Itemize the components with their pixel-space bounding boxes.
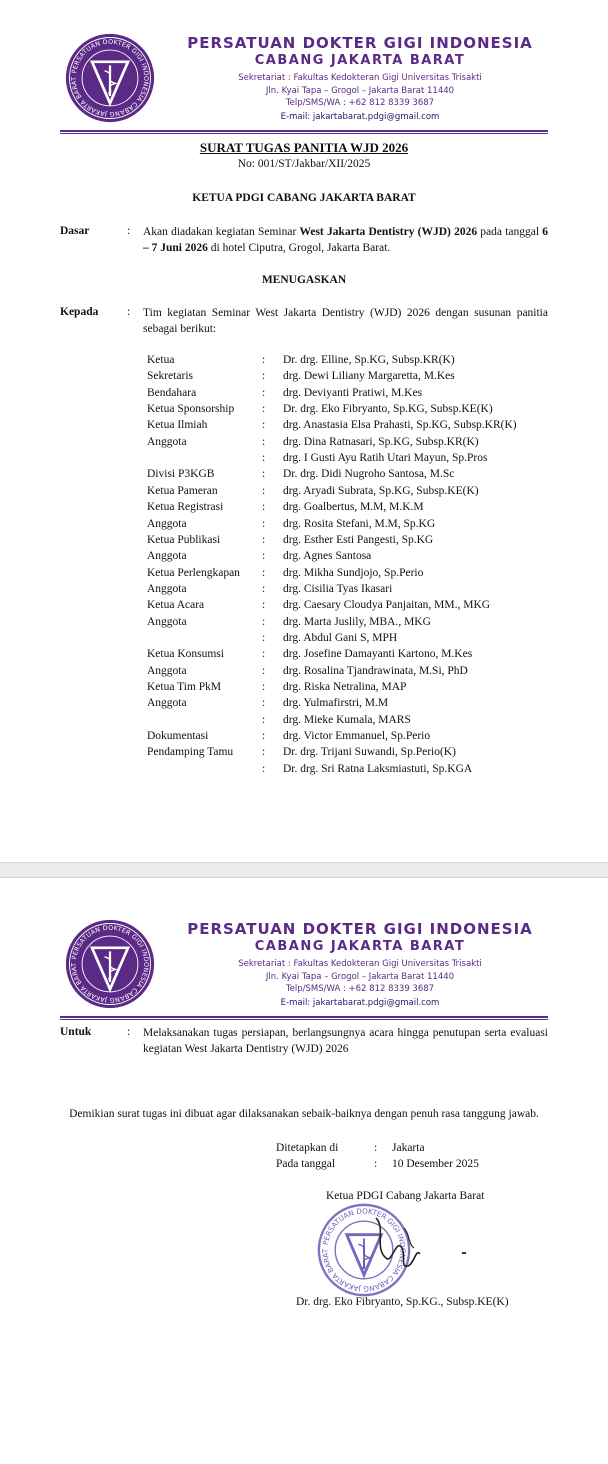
kepada-label: Kepada [60, 306, 99, 318]
pdgi-seal-logo [65, 33, 155, 123]
signer-title: Ketua PDGI Cabang Jakarta Barat [326, 1190, 485, 1202]
committee-colon: : [262, 419, 266, 431]
committee-colon: : [262, 681, 266, 693]
committee-colon: : [262, 387, 266, 399]
tanggal-colon: : [374, 1158, 378, 1170]
seal-text: PERSATUAN DOKTER GIGI INDONESIA CABANG JAKARTA BARAT [70, 924, 150, 1004]
committee-colon: : [262, 616, 266, 628]
letter-title: SURAT TUGAS PANITIA WJD 2026 [199, 140, 409, 155]
ditetapkan-value: Jakarta [392, 1142, 425, 1154]
committee-role: Ketua Pameran [147, 485, 218, 497]
menugaskan-heading: MENUGASKAN [261, 274, 347, 286]
committee-member-name: Dr. drg. Eko Fibryanto, Sp.KG, Subsp.KE(K) [283, 403, 493, 415]
committee-colon: : [262, 518, 266, 530]
committee-colon: : [262, 485, 266, 497]
tanggal-value: 10 Desember 2025 [392, 1158, 479, 1170]
committee-member-name: drg. I Gusti Ayu Ratih Utari Mayun, Sp.Pros [283, 452, 488, 464]
committee-role: Anggota [147, 583, 187, 595]
tanggal-label: Pada tanggal [276, 1158, 336, 1170]
committee-role: Anggota [147, 550, 187, 562]
letterhead-divider [60, 130, 548, 132]
committee-colon: : [262, 452, 266, 464]
signature-mark [462, 1252, 466, 1254]
committee-member-name: drg. Dewi Liliany Margaretta, M.Kes [283, 370, 455, 382]
committee-role: Ketua Acara [147, 599, 205, 611]
committee-colon: : [262, 746, 266, 758]
committee-colon: : [262, 714, 266, 726]
secretariat: Sekretariat : Fakultas Kedokteran Gigi Universitas Trisakti [238, 73, 482, 83]
letter-number: No: 001/ST/Jakbar/XII/2025 [237, 158, 371, 170]
committee-role: Anggota [147, 697, 187, 709]
committee-member-name: drg. Caesary Cloudya Panjaitan, MM., MKG [283, 599, 491, 611]
issuer: KETUA PDGI CABANG JAKARTA BARAT [192, 192, 416, 204]
committee-member-name: drg. Anastasia Elsa Prahasti, Sp.KG, Subsp.KR(K) [283, 419, 517, 431]
committee-member-name: drg. Cisilia Tyas Ikasari [283, 583, 393, 595]
committee-colon: : [262, 436, 266, 448]
committee-member-name: Dr. drg. Didi Nugroho Santosa, M.Sc [283, 468, 455, 480]
committee-member-name: drg. Mieke Kumala, MARS [283, 714, 411, 726]
committee-role: Anggota [147, 665, 187, 677]
stamp-text: PERSATUAN DOKTER GIGI INDONESIA CABANG JAKARTA BARAT [320, 1206, 408, 1294]
committee-member-name: Dr. drg. Sri Ratna Laksmiastuti, Sp.KGA [283, 763, 473, 775]
committee-role: Ketua Ilmiah [147, 419, 208, 431]
address: Jln. Kyai Tapa – Grogol – Jakarta Barat 11440 [265, 86, 455, 96]
committee-member-name: drg. Dina Ratnasari, Sp.KG, Subsp.KR(K) [283, 436, 479, 448]
committee-colon: : [262, 583, 266, 595]
secretariat: Sekretariat : Fakultas Kedokteran Gigi Universitas Trisakti [238, 959, 482, 969]
committee-role: Ketua Tim PkM [147, 681, 222, 693]
untuk-text: Melaksanakan tugas persiapan, berlangsungnya acara hingga penutupan serta evaluasi kegiatan West Jakarta Dentistry (WJD) 2026 [143, 1027, 548, 1055]
committee-colon: : [262, 763, 266, 775]
closing-statement: Demikian surat tugas ini dibuat agar dilaksanakan sebaik-baiknya dengan penuh rasa tanggung jawab. [69, 1108, 539, 1120]
letter-page-2 [0, 878, 608, 1464]
committee-colon: : [262, 403, 266, 415]
committee-colon: : [262, 370, 266, 382]
committee-role: Ketua Perlengkapan [147, 567, 240, 579]
committee-colon: : [262, 632, 266, 644]
untuk-label: Untuk [60, 1026, 92, 1038]
committee-member-name: drg. Deviyanti Pratiwi, M.Kes [283, 387, 423, 399]
signature [356, 1208, 436, 1278]
committee-role: Dokumentasi [147, 730, 209, 742]
ditetapkan-colon: : [374, 1142, 378, 1154]
seal-text: PERSATUAN DOKTER GIGI INDONESIA CABANG JAKARTA BARAT [70, 38, 150, 118]
committee-role: Anggota [147, 436, 187, 448]
committee-member-name: drg. Abdul Gani S, MPH [283, 632, 398, 644]
committee-colon: : [262, 730, 266, 742]
committee-member-name: drg. Rosita Stefani, M.M, Sp.KG [283, 518, 436, 530]
committee-member-name: drg. Esther Esti Pangesti, Sp.KG [283, 534, 434, 546]
committee-member-name: drg. Goalbertus, M.M, M.K.M [283, 501, 424, 513]
committee-colon: : [262, 501, 266, 513]
dasar-colon: : [127, 225, 131, 237]
kepada-colon: : [127, 306, 131, 318]
committee-colon: : [262, 354, 266, 366]
committee-role: Sekretaris [147, 370, 193, 382]
committee-member-name: drg. Riska Netralina, MAP [283, 681, 407, 693]
committee-member-name: drg. Agnes Santosa [283, 550, 372, 562]
committee-role: Ketua Publikasi [147, 534, 221, 546]
committee-member-name: drg. Josefine Damayanti Kartono, M.Kes [283, 648, 473, 660]
committee-role: Anggota [147, 616, 187, 628]
committee-colon: : [262, 697, 266, 709]
dasar-label: Dasar [60, 225, 90, 237]
committee-role: Pendamping Tamu [147, 746, 234, 758]
phone: Telp/SMS/WA : +62 812 8339 3687 [285, 984, 435, 994]
committee-role: Ketua Registrasi [147, 501, 224, 513]
committee-colon: : [262, 648, 266, 660]
address: Jln. Kyai Tapa – Grogol – Jakarta Barat 11440 [265, 972, 455, 982]
kepada-text: Tim kegiatan Seminar West Jakarta Dentistry (WJD) 2026 dengan susunan panitia sebagai berikut: [143, 307, 548, 335]
committee-member-name: Dr. drg. Elline, Sp.KG, Subsp.KR(K) [283, 354, 455, 366]
committee-role: Divisi P3KGB [147, 468, 215, 480]
committee-member-name: drg. Mikha Sundjojo, Sp.Perio [283, 567, 424, 579]
untuk-colon: : [127, 1026, 131, 1038]
committee-role: Ketua Sponsorship [147, 403, 235, 415]
committee-role: Bendahara [147, 387, 197, 399]
committee-member-name: drg. Marta Juslily, MBA., MKG [283, 616, 431, 628]
letterhead-divider [60, 1016, 548, 1018]
committee-role: Anggota [147, 518, 187, 530]
committee-role: Ketua [147, 354, 175, 366]
committee-colon: : [262, 665, 266, 677]
ditetapkan-label: Ditetapkan di [276, 1142, 339, 1154]
committee-member-name: drg. Aryadi Subrata, Sp.KG, Subsp.KE(K) [283, 485, 479, 497]
org-name: PERSATUAN DOKTER GIGI INDONESIA [187, 920, 533, 938]
committee-colon: : [262, 468, 266, 480]
committee-member-name: drg. Yulmafirstri, M.M [283, 697, 389, 709]
phone: Telp/SMS/WA : +62 812 8339 3687 [285, 98, 435, 108]
committee-member-name: drg. Victor Emmanuel, Sp.Perio [283, 730, 431, 742]
page-break [0, 862, 608, 878]
email: E-mail: jakartabarat.pdgi@gmail.com [280, 998, 440, 1008]
pdgi-seal-logo [65, 919, 155, 1009]
letterhead-divider-thin [60, 1019, 548, 1020]
org-name: PERSATUAN DOKTER GIGI INDONESIA [187, 34, 533, 52]
committee-colon: : [262, 534, 266, 546]
letterhead-divider-thin [60, 133, 548, 134]
branch-name: CABANG JAKARTA BARAT [254, 939, 466, 954]
committee-colon: : [262, 550, 266, 562]
email: E-mail: jakartabarat.pdgi@gmail.com [280, 112, 440, 122]
committee-colon: : [262, 599, 266, 611]
committee-role: Ketua Konsumsi [147, 648, 224, 660]
branch-name: CABANG JAKARTA BARAT [254, 53, 466, 68]
signer-name: Dr. drg. Eko Fibryanto, Sp.KG., Subsp.KE(K) [296, 1296, 509, 1308]
committee-member-name: Dr. drg. Trijani Suwandi, Sp.Perio(K) [283, 746, 456, 758]
committee-colon: : [262, 567, 266, 579]
dasar-text: Akan diadakan kegiatan Seminar West Jakarta Dentistry (WJD) 2026 pada tanggal 6 – 7 Juni 2026 di hotel Ciputra, Grogol, Jakarta Barat. [143, 226, 548, 254]
committee-member-name: drg. Rosalina Tjandrawinata, M.Si, PhD [283, 665, 468, 677]
